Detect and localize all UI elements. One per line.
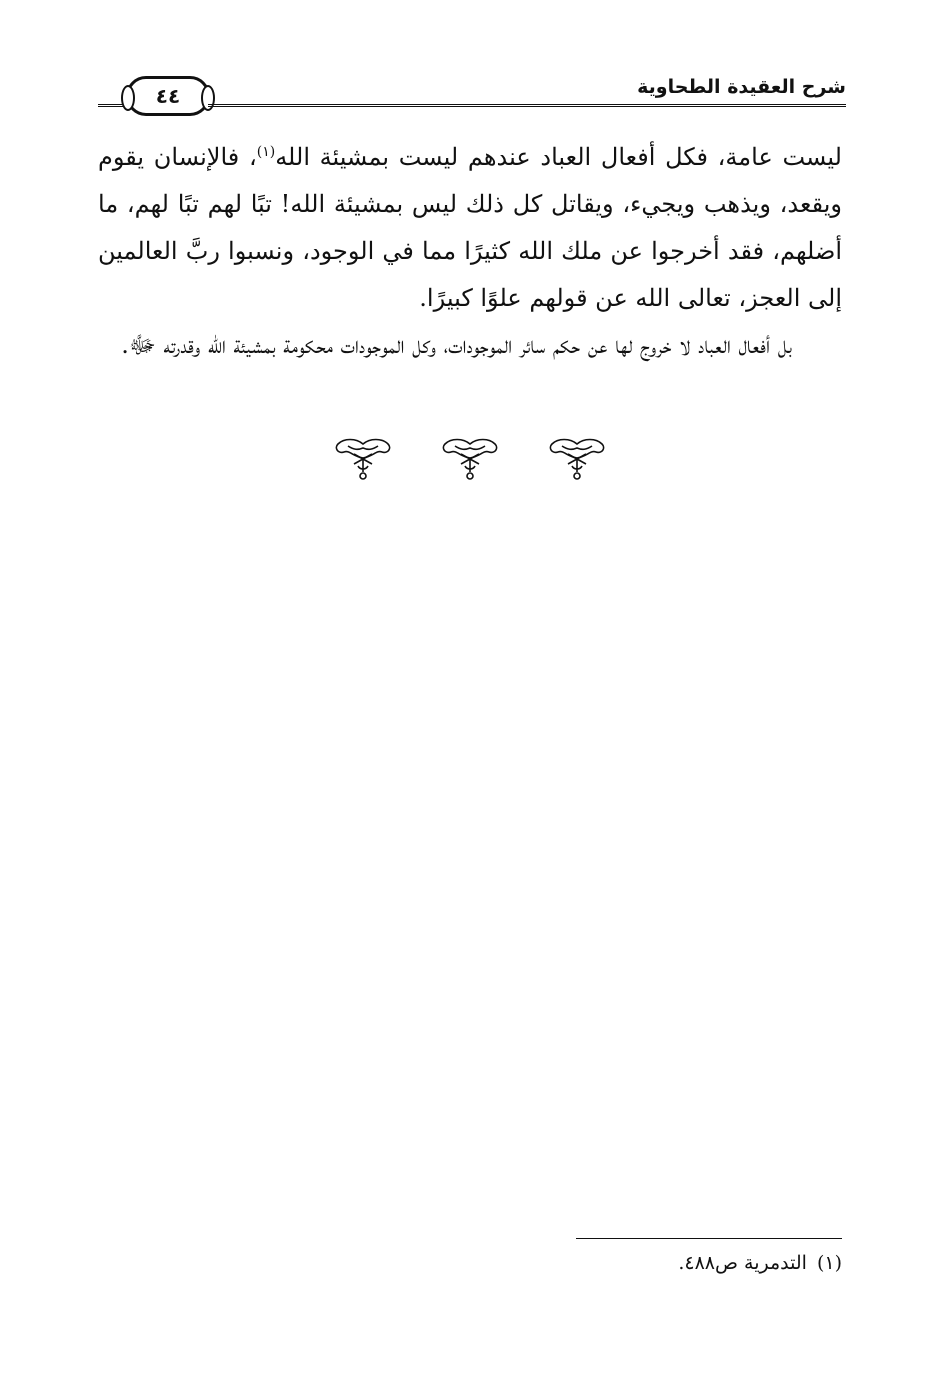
header-rule — [208, 104, 846, 107]
page-header — [98, 66, 846, 122]
paragraph-2: بل أفعال العباد لا خروج لها عن حكم سائر الموجودات، وكل الموجودات محكومة بمشيئة الله وقدرته ﷻ. — [121, 331, 792, 359]
footnote-reference[interactable]: (١) — [256, 144, 276, 160]
footnote-number: (١) — [816, 1252, 842, 1274]
page-number-badge — [126, 76, 210, 116]
footnote — [678, 1252, 842, 1274]
paragraph-1 — [98, 134, 842, 322]
body-text — [98, 134, 842, 369]
fleuron-icon — [544, 436, 610, 482]
footnote-separator — [576, 1238, 842, 1239]
running-title: شرح العقيدة الطحاوية — [637, 76, 846, 98]
fleuron-icon — [437, 436, 503, 482]
paragraph-1-part-a: ليست عامة، فكل أفعال العباد عندهم ليست بمشيئة الله — [275, 143, 842, 171]
page-number: ٤٤ — [155, 84, 181, 108]
fleuron-icon — [330, 436, 396, 482]
footnote-text: التدمرية ص٤٨٨. — [678, 1252, 807, 1274]
section-ornaments — [330, 436, 610, 486]
paragraph-1-part-b: ، فالإنسان يقوم ويقعد، ويذهب ويجيء، ويقاتل كل ذلك ليس بمشيئة الله! تبًا لهم تبًا لهم، ما أضلهم، فقد أخرجوا عن ملك الله كثيرًا مما في الوجود، ونسبوا ربَّ العالمين إلى العجز، تعالى الله عن قولهم علوًا كبيرًا. — [98, 143, 842, 312]
